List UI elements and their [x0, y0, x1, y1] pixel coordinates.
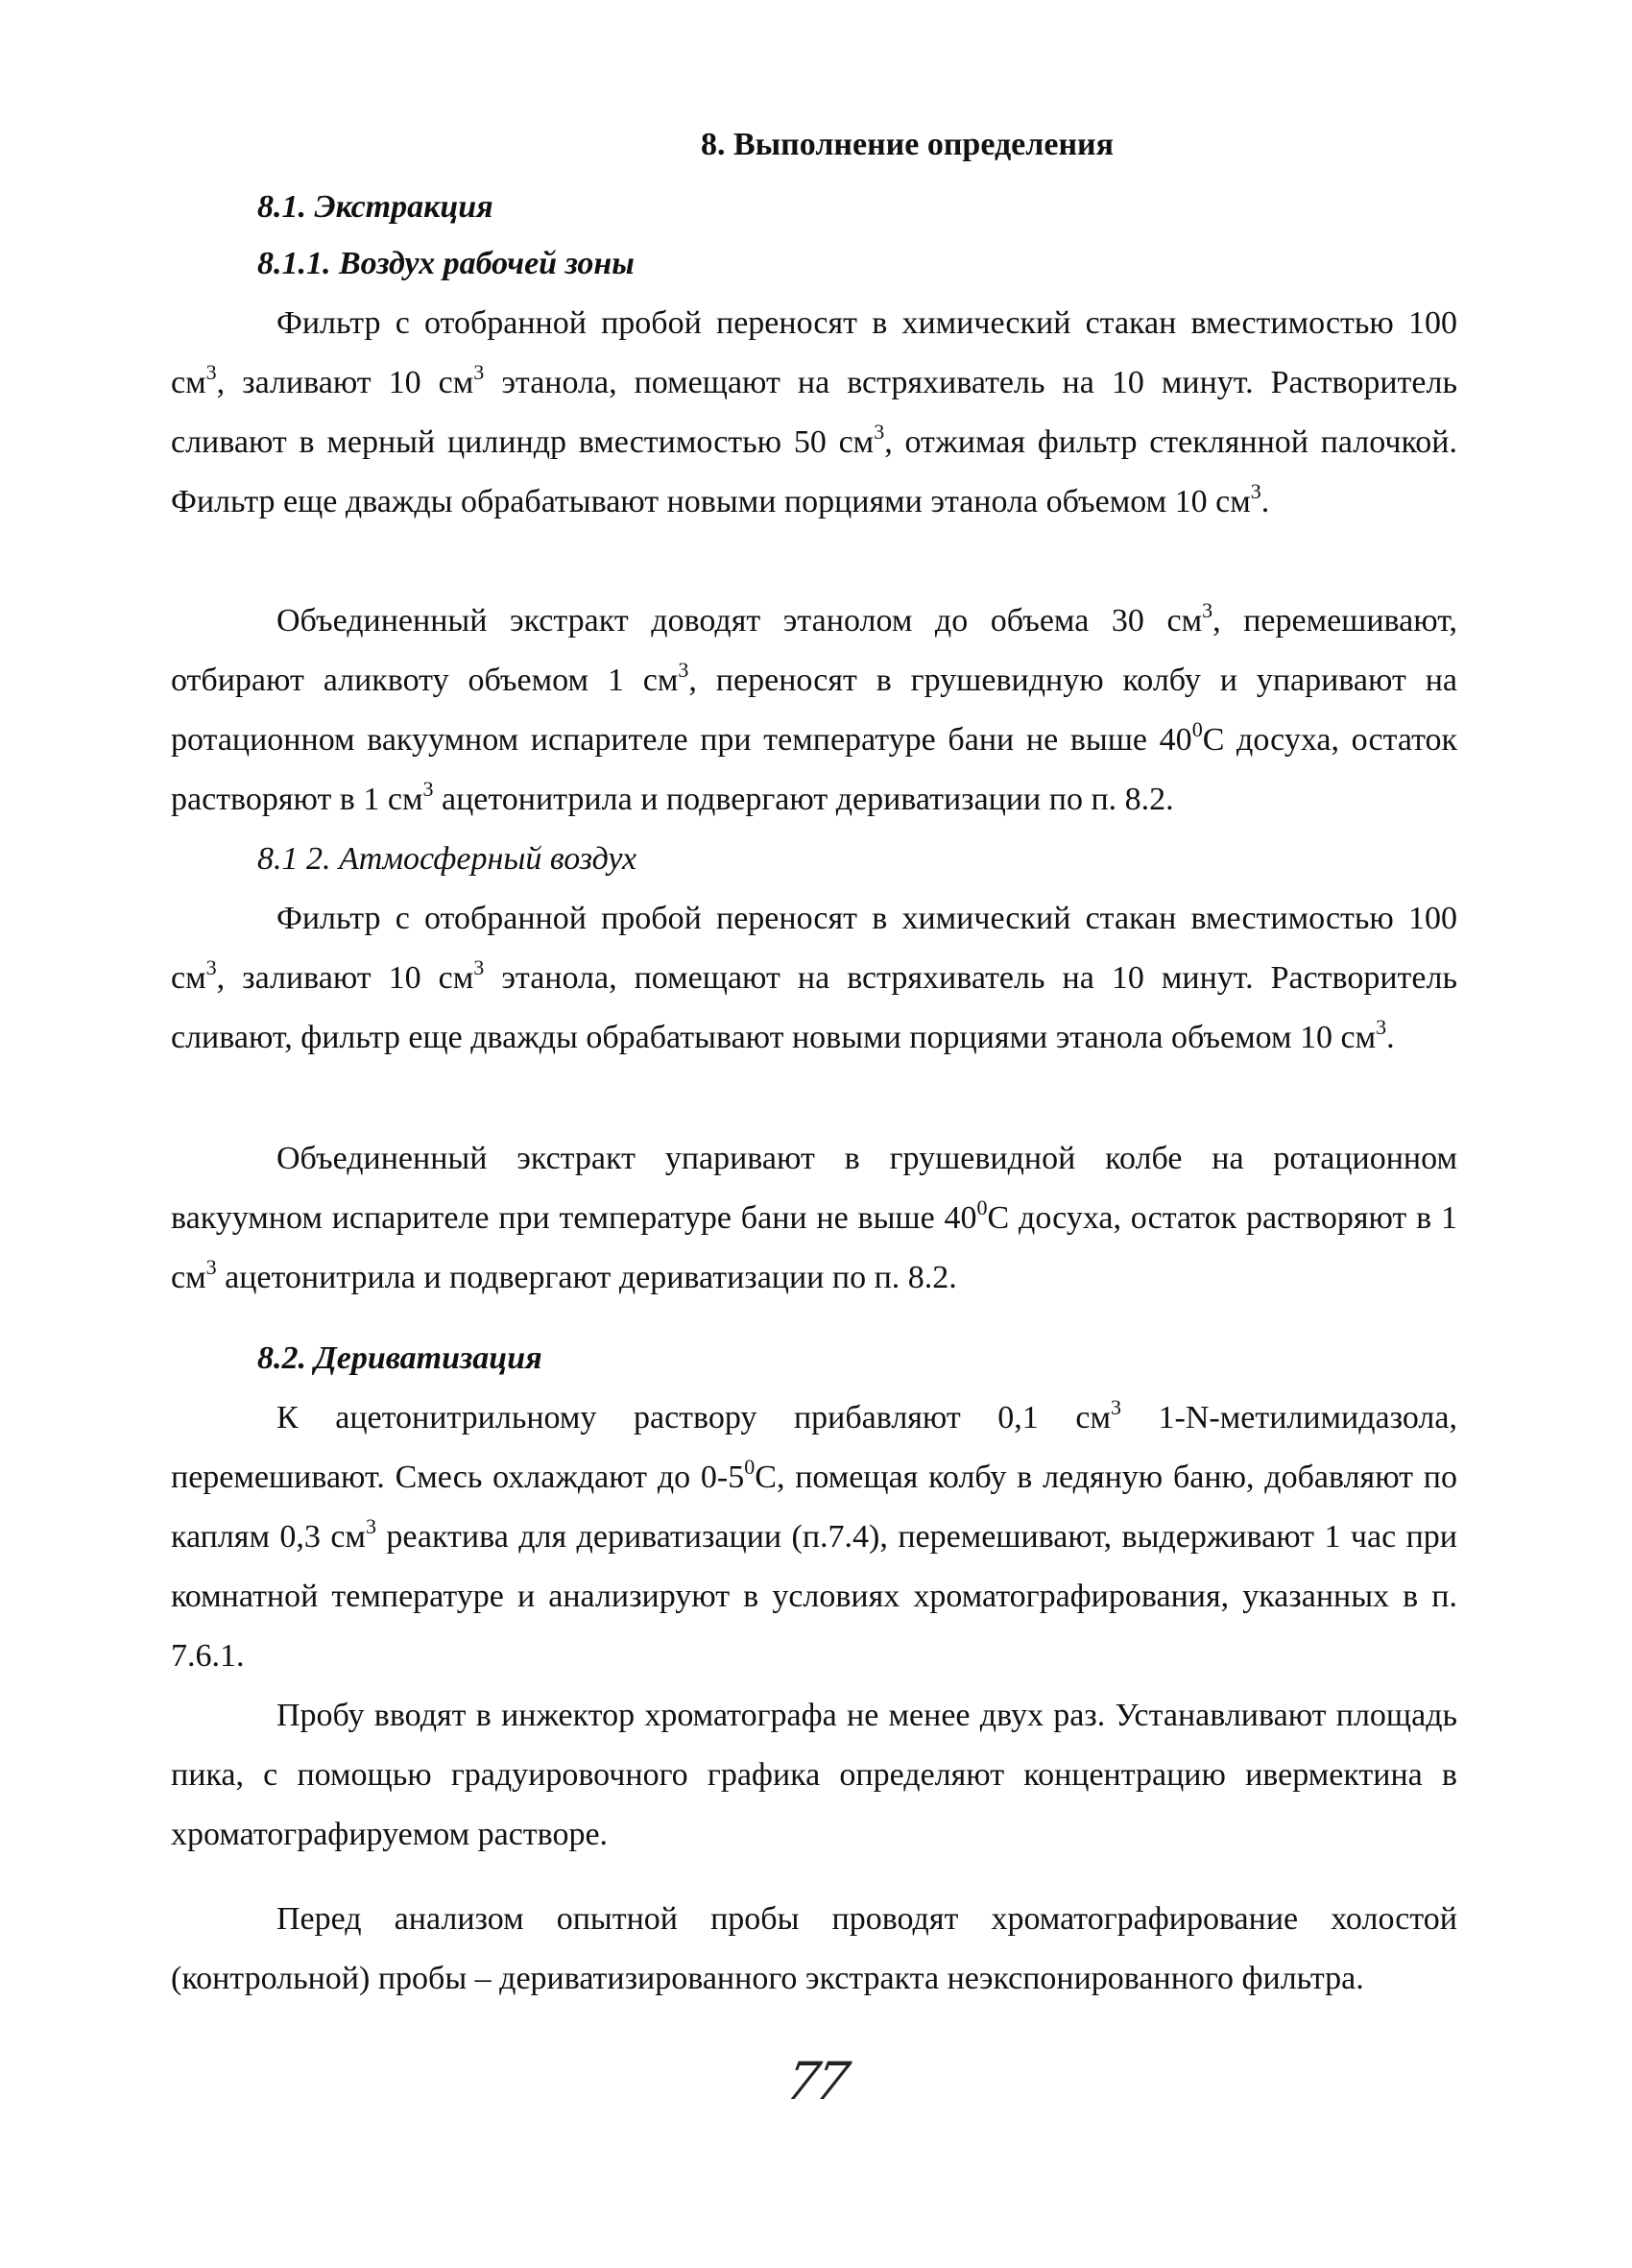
paragraph-8-2-2: Пробу вводят в инжектор хроматографа не менее двух раз. Устанавливают площадь пика, с помощью градуировочного графика определяют концентрацию ивермектина в хроматографируемом растворе.	[171, 1698, 1457, 1852]
paragraph-8-1-1-1: Фильтр с отобранной пробой переносят в химический стакан вместимостью 100 $см^3$, заливают 10 $см^3$ этанола, помещают на встряхиватель на 10 минут. Растворитель сливают в мерный цилиндр вместимостью 50 $см^3$, отжимая фильтр стеклянной палочкой. Фильтр еще дважды обрабатывают новыми порциями этанола объемом 10 $см^3$.	[171, 305, 1457, 519]
section-title: 8. Выполнение определения	[700, 127, 1115, 162]
paragraph-8-2-1: К ацетонитрильному раствору прибавляют 0,1 $см^3$ 1-N-метилимидазола, перемешивают. Смесь охлаждают до $0-5^0С$, помещая колбу в ледяную баню, добавляют по каплям 0,3 $см^3$ реактива для дериватизации (п.7.4), перемешивают, выдерживают 1 час при комнатной температуре и анализируют в условиях хроматографирования, указанных в п. 7.6.1.	[171, 1395, 1457, 1674]
page-number: 77	[781, 2051, 851, 2111]
heading-8-1: 8.1. Экстракция	[257, 189, 493, 225]
heading-8-2: 8.2. Дериватизация	[257, 1340, 542, 1376]
paragraph-8-1-2-1: Фильтр с отобранной пробой переносят в химический стакан вместимостью 100 $см^3$, заливают 10 $см^3$ этанола, помещают на встряхиватель на 10 минут. Растворитель сливают, фильтр еще дважды обрабатывают новыми порциями этанола объемом 10 $см^3$.	[171, 901, 1457, 1055]
heading-8-1-2: 8.1 2. Атмосферный воздух	[257, 841, 637, 877]
paragraph-8-2-3: Перед анализом опытной пробы проводят хроматографирование холостой (контрольной) пробы – дериватизированного экстракта неэкспонированного фильтра.	[171, 1901, 1457, 1996]
paragraph-8-1-2-2: Объединенный экстракт упаривают в грушевидной колбе на ротационном вакуумном испарителе при температуре бани не выше $40^0С$ досуха, остаток растворяют в 1 $см^3$ ацетонитрила и подвергают дериватизации по п. 8.2.	[171, 1141, 1457, 1295]
paragraph-8-1-1-2: Объединенный экстракт доводят этанолом до объема 30 $см^3$, перемешивают, отбирают аликвоту объемом 1 $см^3$, переносят в грушевидную колбу и упаривают на ротационном вакуумном испарителе при температуре бани не выше $40^0С$ досуха, остаток растворяют в 1 $см^3$ ацетонитрила и подвергают дериватизации по п. 8.2.	[171, 598, 1458, 817]
heading-8-1-1: 8.1.1. Воздух рабочей зоны	[257, 246, 635, 281]
